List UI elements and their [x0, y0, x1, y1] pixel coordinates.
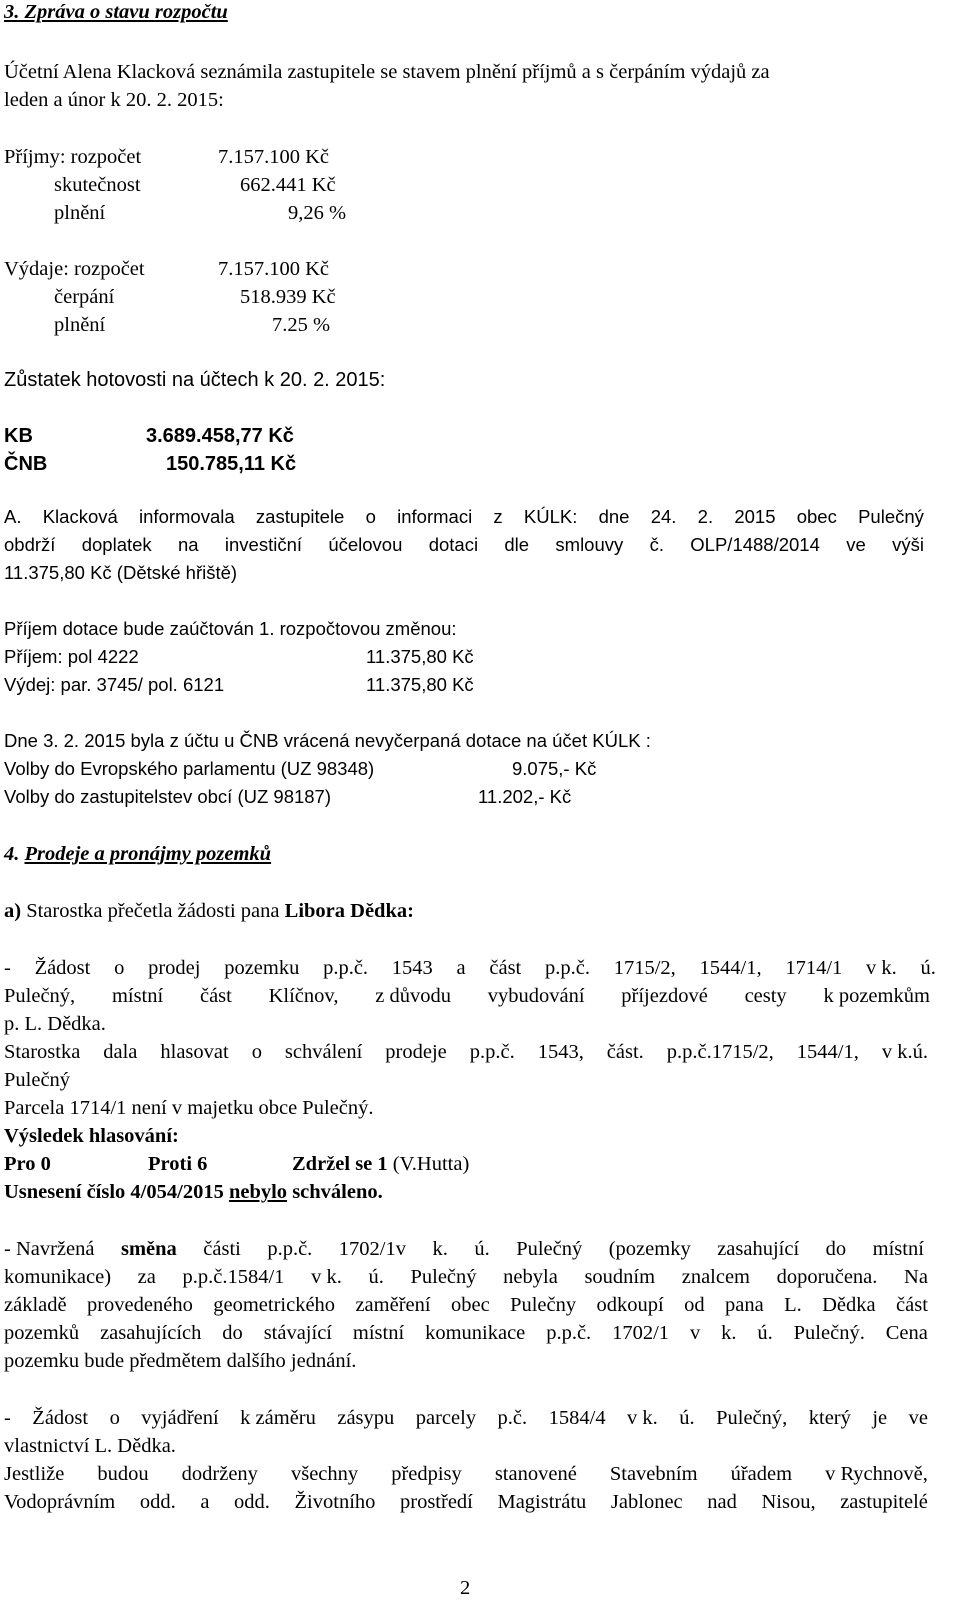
- word: Stavebním: [609, 1463, 698, 1485]
- word: p.p.č.: [544, 957, 590, 979]
- word: -: [4, 1407, 11, 1429]
- section-title: Prodeje a pronájmy pozemků: [24, 843, 272, 865]
- word: k záměru: [240, 1407, 316, 1429]
- list-letter: a): [4, 900, 22, 922]
- word: dle: [504, 534, 530, 555]
- word: Pulečný,: [716, 1407, 788, 1429]
- word: 1702/1v: [338, 1238, 406, 1260]
- word: Pulečný: [858, 506, 924, 527]
- word: dala: [103, 1041, 138, 1063]
- income-budget-label: Příjmy: rozpočet: [4, 146, 142, 168]
- section-heading-4: [4, 842, 271, 866]
- word: p.p.č.: [267, 1238, 313, 1260]
- page-number: 2: [460, 1577, 471, 1599]
- word: Žádost: [32, 1407, 89, 1429]
- resolution-4-054-2015: [4, 1180, 383, 1204]
- word: budou: [97, 1463, 149, 1485]
- request1-line-5: Pulečný: [4, 1069, 71, 1091]
- word: Nisou,: [761, 1491, 816, 1513]
- income-actual-label: skutečnost: [54, 174, 141, 196]
- word: dodrženy: [181, 1463, 258, 1485]
- word: znalcem: [681, 1266, 751, 1288]
- word: prodej: [148, 957, 201, 979]
- intro-line-1: Účetní Alena Klacková seznámila zastupitele se stavem plnění příjmů a s čerpáním výdajů za: [4, 61, 770, 83]
- word: do: [825, 1238, 847, 1260]
- request1-line-1: [4, 956, 936, 980]
- word: 1543,: [537, 1041, 584, 1063]
- word: Dědka: [822, 1294, 876, 1316]
- income-fulfil-label: plnění: [54, 202, 106, 224]
- word: 1544/1,: [796, 1041, 859, 1063]
- word: 2015: [734, 506, 776, 527]
- word: zasahujících: [100, 1322, 202, 1344]
- word: ú.: [474, 1238, 490, 1260]
- request2-line-5: pozemku bude předmětem dalšího jednání.: [4, 1350, 357, 1372]
- word: nebyla: [503, 1266, 558, 1288]
- expense-fulfil-label: plnění: [54, 314, 106, 336]
- word: části: [203, 1238, 241, 1260]
- word: v k.ú.: [881, 1041, 928, 1063]
- word: Jablonec: [610, 1491, 683, 1513]
- word: úřadem: [730, 1463, 793, 1485]
- word: provedeného: [86, 1294, 193, 1316]
- word: 1715/2,: [613, 957, 676, 979]
- word: část: [489, 957, 522, 979]
- budget-change-income-label: Příjem: pol 4222: [4, 646, 139, 667]
- word: o: [365, 506, 376, 527]
- word: p.p.č.: [469, 1041, 515, 1063]
- word: investiční: [224, 534, 303, 555]
- word: v Rychnově,: [825, 1463, 928, 1485]
- word: cesty: [744, 985, 787, 1007]
- word: k.: [721, 1322, 737, 1344]
- word: zásypu: [337, 1407, 395, 1429]
- word: Starostka: [4, 1041, 81, 1063]
- word: parcely: [415, 1407, 477, 1429]
- word: - Navržená: [4, 1238, 95, 1260]
- word: smlouvy: [555, 534, 624, 555]
- vote-abstain-name: (V.Hutta): [392, 1153, 470, 1175]
- word: vyjádření: [141, 1407, 219, 1429]
- word: místní: [111, 985, 164, 1007]
- expense-budget-value: 7.157.100 Kč: [218, 258, 330, 280]
- request1-line-6: Parcela 1714/1 není v majetku obce Pulečný.: [4, 1097, 374, 1119]
- word: k.: [432, 1238, 448, 1260]
- word: který: [808, 1407, 851, 1429]
- resolution-negation: nebylo: [228, 1181, 288, 1203]
- word: 1714/1: [785, 957, 843, 979]
- vote-against: Proti 6: [148, 1153, 208, 1175]
- request1-line-2: [4, 984, 930, 1008]
- word: vybudování: [487, 985, 585, 1007]
- word: Magistrátu: [497, 1491, 587, 1513]
- request2-line-1: [4, 1237, 924, 1261]
- word: Žádost: [34, 957, 91, 979]
- refund-line-1: Dne 3. 2. 2015 byla z účtu u ČNB vrácená nevyčerpaná dotace na účet KÚLK :: [4, 730, 651, 751]
- word: pozemků: [4, 1322, 80, 1344]
- budget-change-expense-label: Výdej: par. 3745/ pol. 6121: [4, 674, 225, 695]
- word: Pulečný: [410, 1266, 477, 1288]
- word: k pozemkům: [823, 985, 930, 1007]
- word: 2.: [697, 506, 714, 527]
- request3-line-3: [4, 1462, 928, 1486]
- applicant-name: Libora Dědka:: [284, 900, 414, 922]
- word: účelovou: [328, 534, 403, 555]
- income-actual-value: 662.441 Kč: [240, 174, 336, 196]
- request1-line-4: [4, 1040, 928, 1064]
- word: -: [4, 957, 11, 979]
- word: o: [109, 1407, 120, 1429]
- request1-line-3: p. L. Dědka.: [4, 1013, 106, 1035]
- word: (pozemky: [608, 1238, 691, 1260]
- intro-line-2: leden a únor k 20. 2. 2015:: [4, 89, 224, 111]
- word: Životního: [294, 1491, 376, 1513]
- word: geometrického: [213, 1294, 336, 1316]
- kulk-info-line-2: [4, 533, 924, 557]
- request3-line-1: [4, 1406, 928, 1430]
- word: soudním: [584, 1266, 656, 1288]
- word: informovala: [139, 506, 235, 527]
- expense-fulfil-value: 7.25 %: [272, 314, 331, 336]
- balance-kb-label: KB: [4, 425, 33, 447]
- word: 1584/4: [548, 1407, 606, 1429]
- word: L.: [784, 1294, 802, 1316]
- word: ú.: [679, 1407, 695, 1429]
- word: stanovené: [494, 1463, 577, 1485]
- word: směna: [120, 1238, 177, 1260]
- word: v: [689, 1322, 701, 1344]
- word: místní: [872, 1238, 924, 1260]
- word: na: [178, 534, 199, 555]
- word: doporučena.: [776, 1266, 878, 1288]
- budget-change-income-value: 11.375,80 Kč: [366, 646, 474, 667]
- word: OLP/1488/2014: [690, 534, 820, 555]
- vote-for: Pro 0: [4, 1153, 51, 1175]
- balance-cnb-value: 150.785,11 Kč: [166, 453, 297, 475]
- word: pozemku: [224, 957, 300, 979]
- request2-line-3: [4, 1293, 928, 1317]
- refund-local-label: Volby do zastupitelstev obcí (UZ 98187): [4, 786, 332, 807]
- word: KÚLK:: [523, 506, 578, 527]
- word: zastupitele: [255, 506, 345, 527]
- vote-abstain-count: Zdržel se 1: [292, 1153, 388, 1175]
- word: místní: [352, 1322, 405, 1344]
- word: výši: [892, 534, 924, 555]
- word: p.p.č.: [546, 1322, 592, 1344]
- word: zaměření: [355, 1294, 431, 1316]
- word: v k.: [311, 1266, 342, 1288]
- word: schválení: [284, 1041, 363, 1063]
- word: p.č.: [497, 1407, 528, 1429]
- section-heading-3: 3. Zpráva o stavu rozpočtu: [4, 1, 228, 23]
- word: Na: [904, 1266, 928, 1288]
- section-a-intro: [4, 899, 414, 923]
- word: prodeje: [385, 1041, 447, 1063]
- expense-budget-label: Výdaje: rozpočet: [4, 258, 145, 280]
- word: hlasovat: [160, 1041, 229, 1063]
- word: stávající: [263, 1322, 332, 1344]
- request3-line-2: vlastnictví L. Dědka.: [4, 1435, 176, 1457]
- word: p.p.č.: [323, 957, 369, 979]
- word: dotaci: [428, 534, 479, 555]
- word: příjezdové: [621, 985, 708, 1007]
- budget-change-expense-value: 11.375,80 Kč: [366, 674, 474, 695]
- word: část: [896, 1294, 928, 1316]
- income-fulfil-value: 9,26 %: [288, 202, 347, 224]
- word: obec: [450, 1294, 490, 1316]
- word: obdrží: [4, 534, 56, 555]
- refund-euro-value: 9.075,- Kč: [512, 758, 597, 779]
- word: ú.: [368, 1266, 384, 1288]
- word: ú.: [757, 1322, 773, 1344]
- kulk-info-line-1: [4, 505, 924, 529]
- word: o: [114, 957, 125, 979]
- word: Cena: [885, 1322, 928, 1344]
- resolution-status: schváleno.: [292, 1181, 383, 1203]
- word: Pulečný.: [793, 1322, 865, 1344]
- word: komunikace): [4, 1266, 112, 1288]
- word: ve: [846, 534, 866, 555]
- word: od: [684, 1294, 705, 1316]
- word: nad: [707, 1491, 737, 1513]
- refund-local-value: 11.202,- Kč: [478, 786, 572, 807]
- expense-draw-value: 518.939 Kč: [240, 286, 336, 308]
- request3-line-4: [4, 1490, 928, 1514]
- word: Pulečný: [516, 1238, 583, 1260]
- word: v k.: [866, 957, 897, 979]
- word: odkoupí: [596, 1294, 664, 1316]
- word: obec: [796, 506, 837, 527]
- word: doplatek: [81, 534, 152, 555]
- word: prostředí: [400, 1491, 473, 1513]
- request2-line-2: [4, 1265, 928, 1289]
- word: je: [872, 1407, 888, 1429]
- word: odd.: [234, 1491, 270, 1513]
- kulk-info-line-4: Příjem dotace bude zaúčtován 1. rozpočtovou změnou:: [4, 618, 457, 639]
- word: 24.: [650, 506, 677, 527]
- word: Vodoprávním: [4, 1491, 116, 1513]
- word: Jestliže: [4, 1463, 65, 1485]
- word: a: [456, 957, 466, 979]
- word: o: [251, 1041, 262, 1063]
- word: všechny: [290, 1463, 359, 1485]
- word: z: [493, 506, 503, 527]
- balance-cnb-label: ČNB: [4, 453, 48, 475]
- vote-abstain: [292, 1152, 469, 1176]
- word: p.p.č.1715/2,: [666, 1041, 774, 1063]
- request2-line-4: [4, 1321, 928, 1345]
- word: pana: [724, 1294, 764, 1316]
- word: zastupitelé: [840, 1491, 928, 1513]
- word: Klacková: [42, 506, 118, 527]
- section-a-text: Starostka přečetla žádosti pana: [26, 900, 280, 922]
- word: komunikace: [425, 1322, 526, 1344]
- word: 1702/1: [612, 1322, 670, 1344]
- word: v k.: [627, 1407, 658, 1429]
- word: A.: [4, 506, 22, 527]
- word: č.: [649, 534, 664, 555]
- income-budget-value: 7.157.100 Kč: [218, 146, 330, 168]
- word: ve: [908, 1407, 928, 1429]
- word: Klíčnov,: [268, 985, 339, 1007]
- word: 1544/1,: [699, 957, 762, 979]
- word: za: [137, 1266, 156, 1288]
- word: Pulečný,: [4, 985, 76, 1007]
- section-number: 4.: [4, 843, 20, 865]
- expense-draw-label: čerpání: [54, 286, 115, 308]
- word: a: [200, 1491, 210, 1513]
- word: 1543: [391, 957, 433, 979]
- balance-kb-value: 3.689.458,77 Kč: [146, 425, 294, 447]
- word: informaci: [397, 506, 473, 527]
- vote-title: Výsledek hlasování:: [4, 1125, 179, 1147]
- word: odd.: [139, 1491, 176, 1513]
- word: část.: [606, 1041, 644, 1063]
- word: část: [199, 985, 232, 1007]
- word: základě: [4, 1294, 67, 1316]
- balance-title: Zůstatek hotovosti na účtech k 20. 2. 2015:: [4, 369, 386, 391]
- kulk-info-line-3: 11.375,80 Kč (Dětské hřiště): [4, 562, 238, 583]
- resolution-number: Usnesení číslo 4/054/2015: [4, 1181, 224, 1203]
- word: z důvodu: [375, 985, 451, 1007]
- word: předpisy: [391, 1463, 462, 1485]
- word: do: [222, 1322, 243, 1344]
- refund-euro-label: Volby do Evropského parlamentu (UZ 98348): [4, 758, 375, 779]
- word: dne: [598, 506, 630, 527]
- word: p.p.č.1584/1: [182, 1266, 285, 1288]
- word: ú.: [920, 957, 936, 979]
- word: zasahující: [717, 1238, 800, 1260]
- word: Pulečny: [510, 1294, 577, 1316]
